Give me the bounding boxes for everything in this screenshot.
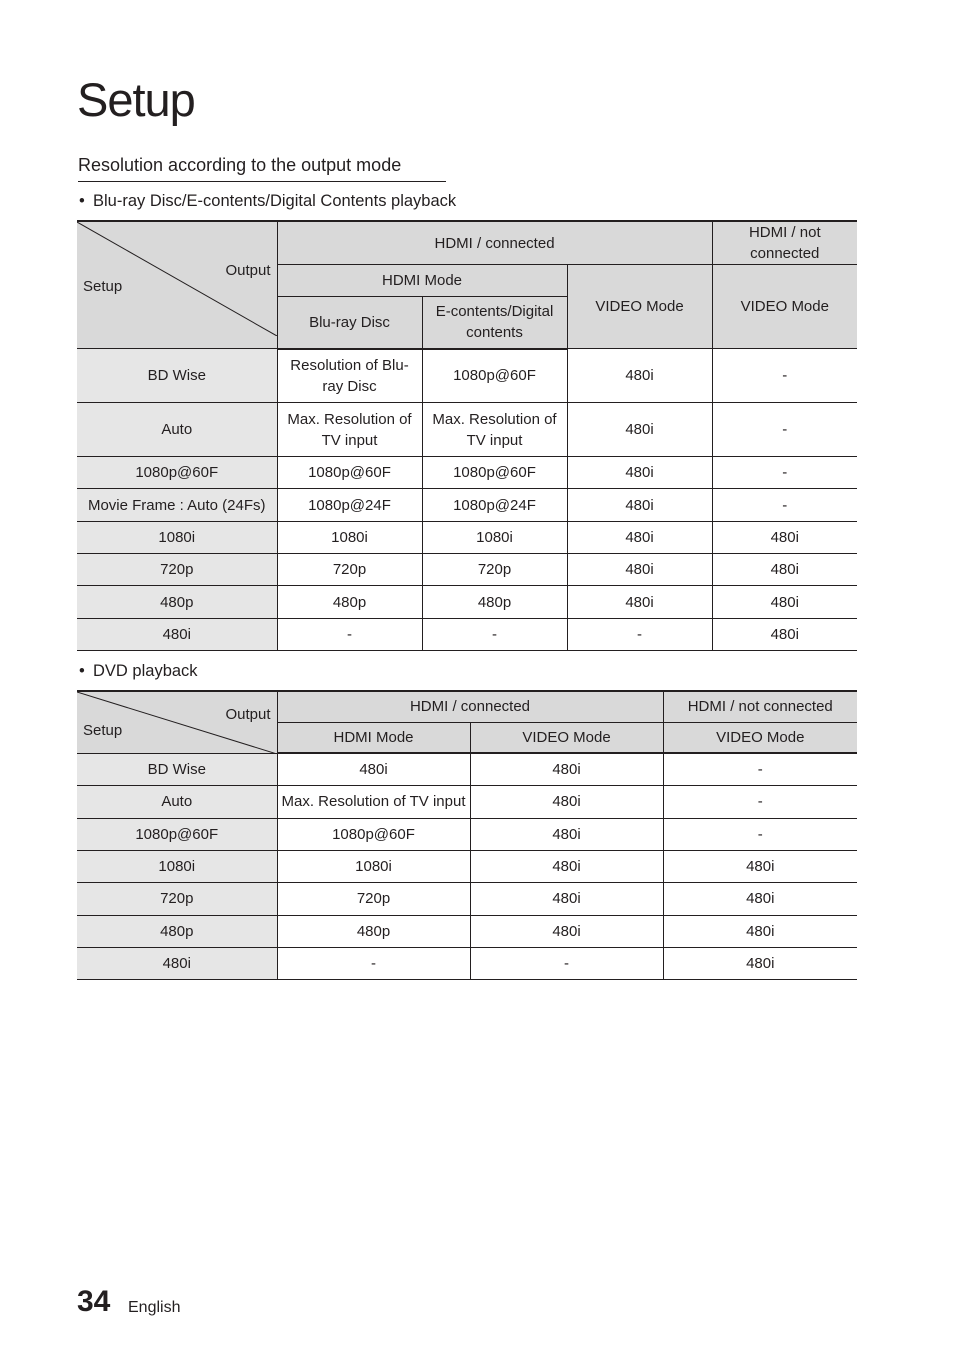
corner-header (77, 221, 277, 349)
table-row (77, 522, 857, 554)
econtents-cell: 1080i (422, 522, 567, 554)
video-cell: 480i (567, 522, 712, 554)
not-connected-cell: 480i (712, 522, 857, 554)
header-hdmi-connected: HDMI / connected (277, 691, 663, 722)
not-connected-cell: 480i (663, 882, 857, 915)
table-row (77, 785, 857, 818)
hdmi-cell: 1080i (277, 850, 470, 882)
not-connected-cell: - (663, 818, 857, 850)
corner-header (77, 691, 277, 753)
table-row (77, 554, 857, 586)
video-cell: 480i (470, 850, 663, 882)
header-video-mode-connected: VIDEO Mode (567, 265, 712, 349)
video-cell: - (470, 947, 663, 979)
table-row (77, 818, 857, 850)
page-number: 34 (77, 1285, 111, 1318)
video-cell: 480i (470, 753, 663, 785)
video-cell: 480i (567, 489, 712, 522)
bluray-cell: - (277, 619, 422, 651)
video-cell: - (567, 619, 712, 651)
row-setup-cell: BD Wise (77, 753, 277, 785)
page-title: Setup (77, 73, 195, 126)
econtents-cell: Max. Resolution of TV input (422, 403, 567, 457)
video-cell: 480i (470, 882, 663, 915)
table-row (77, 850, 857, 882)
econtents-cell: 1080p@60F (422, 349, 567, 403)
hdmi-cell: 1080p@60F (277, 818, 470, 850)
header-video-mode-connected: VIDEO Mode (470, 722, 663, 753)
row-setup-cell: 480p (77, 915, 277, 947)
table-row (77, 619, 857, 651)
header-hdmi-mode: HDMI Mode (277, 722, 470, 753)
corner-setup-label: Setup (83, 278, 123, 295)
not-connected-cell: 480i (663, 915, 857, 947)
hdmi-cell: 720p (277, 882, 470, 915)
not-connected-cell: - (663, 785, 857, 818)
bluray-cell: Resolution of Blu-ray Disc (277, 349, 422, 403)
bluray-cell: 720p (277, 554, 422, 586)
bluray-cell: Max. Resolution of TV input (277, 403, 422, 457)
row-setup-cell: 480p (77, 586, 277, 619)
table-row (77, 349, 857, 403)
video-cell: 480i (567, 586, 712, 619)
dvd-resolution-table (77, 690, 857, 980)
row-setup-cell: 1080p@60F (77, 457, 277, 489)
table-row (77, 753, 857, 785)
table-row (77, 947, 857, 979)
header-econtents: E-contents/Digital contents (422, 297, 567, 349)
table-row (77, 882, 857, 915)
video-cell: 480i (567, 554, 712, 586)
dvd-caption (79, 660, 198, 682)
not-connected-cell: - (712, 403, 857, 457)
row-setup-cell: 720p (77, 554, 277, 586)
corner-output-label: Output (225, 262, 271, 279)
corner-output-label: Output (225, 706, 271, 723)
not-connected-cell: 480i (663, 947, 857, 979)
row-setup-cell: 1080p@60F (77, 818, 277, 850)
not-connected-cell: - (712, 457, 857, 489)
video-cell: 480i (567, 457, 712, 489)
not-connected-cell: - (712, 489, 857, 522)
bullet-icon: • (79, 192, 85, 210)
header-hdmi-connected: HDMI / connected (277, 221, 712, 265)
row-setup-cell: BD Wise (77, 349, 277, 403)
dvd-caption-text: DVD playback (93, 662, 198, 680)
econtents-cell: 720p (422, 554, 567, 586)
econtents-cell: - (422, 619, 567, 651)
bluray-cell: 480p (277, 586, 422, 619)
header-hdmi-mode: HDMI Mode (277, 265, 567, 297)
not-connected-cell: 480i (712, 554, 857, 586)
footer-language: English (128, 1299, 181, 1316)
header-video-mode-not-connected: VIDEO Mode (712, 265, 857, 349)
table-row (77, 457, 857, 489)
video-cell: 480i (470, 785, 663, 818)
hdmi-cell: - (277, 947, 470, 979)
table-row (77, 403, 857, 457)
bullet-icon: • (79, 662, 85, 680)
row-setup-cell: 480i (77, 619, 277, 651)
bluray-caption (79, 190, 456, 212)
not-connected-cell: - (663, 753, 857, 785)
row-setup-cell: Auto (77, 785, 277, 818)
row-setup-cell: Movie Frame : Auto (24Fs) (77, 489, 277, 522)
video-cell: 480i (470, 818, 663, 850)
hdmi-cell: 480p (277, 915, 470, 947)
row-setup-cell: 1080i (77, 522, 277, 554)
hdmi-cell: Max. Resolution of TV input (277, 785, 470, 818)
not-connected-cell: - (712, 349, 857, 403)
header-hdmi-not-connected: HDMI / not connected (663, 691, 857, 722)
econtents-cell: 1080p@60F (422, 457, 567, 489)
corner-setup-label: Setup (83, 722, 123, 739)
not-connected-cell: 480i (712, 619, 857, 651)
video-cell: 480i (567, 403, 712, 457)
bluray-caption-text: Blu-ray Disc/E-contents/Digital Contents playback (93, 192, 457, 210)
not-connected-cell: 480i (712, 586, 857, 619)
not-connected-cell: 480i (663, 850, 857, 882)
video-cell: 480i (470, 915, 663, 947)
row-setup-cell: Auto (77, 403, 277, 457)
table-row (77, 586, 857, 619)
header-bluray-disc: Blu-ray Disc (277, 297, 422, 349)
section-heading: Resolution according to the output mode (78, 152, 446, 182)
row-setup-cell: 1080i (77, 850, 277, 882)
table-row (77, 489, 857, 522)
bluray-cell: 1080p@60F (277, 457, 422, 489)
row-setup-cell: 720p (77, 882, 277, 915)
bluray-cell: 1080i (277, 522, 422, 554)
bluray-cell: 1080p@24F (277, 489, 422, 522)
econtents-cell: 1080p@24F (422, 489, 567, 522)
header-hdmi-not-connected: HDMI / not connected (712, 221, 857, 265)
video-cell: 480i (567, 349, 712, 403)
header-video-mode-not-connected: VIDEO Mode (663, 722, 857, 753)
row-setup-cell: 480i (77, 947, 277, 979)
table-row (77, 915, 857, 947)
econtents-cell: 480p (422, 586, 567, 619)
bluray-resolution-table (77, 220, 857, 651)
hdmi-cell: 480i (277, 753, 470, 785)
